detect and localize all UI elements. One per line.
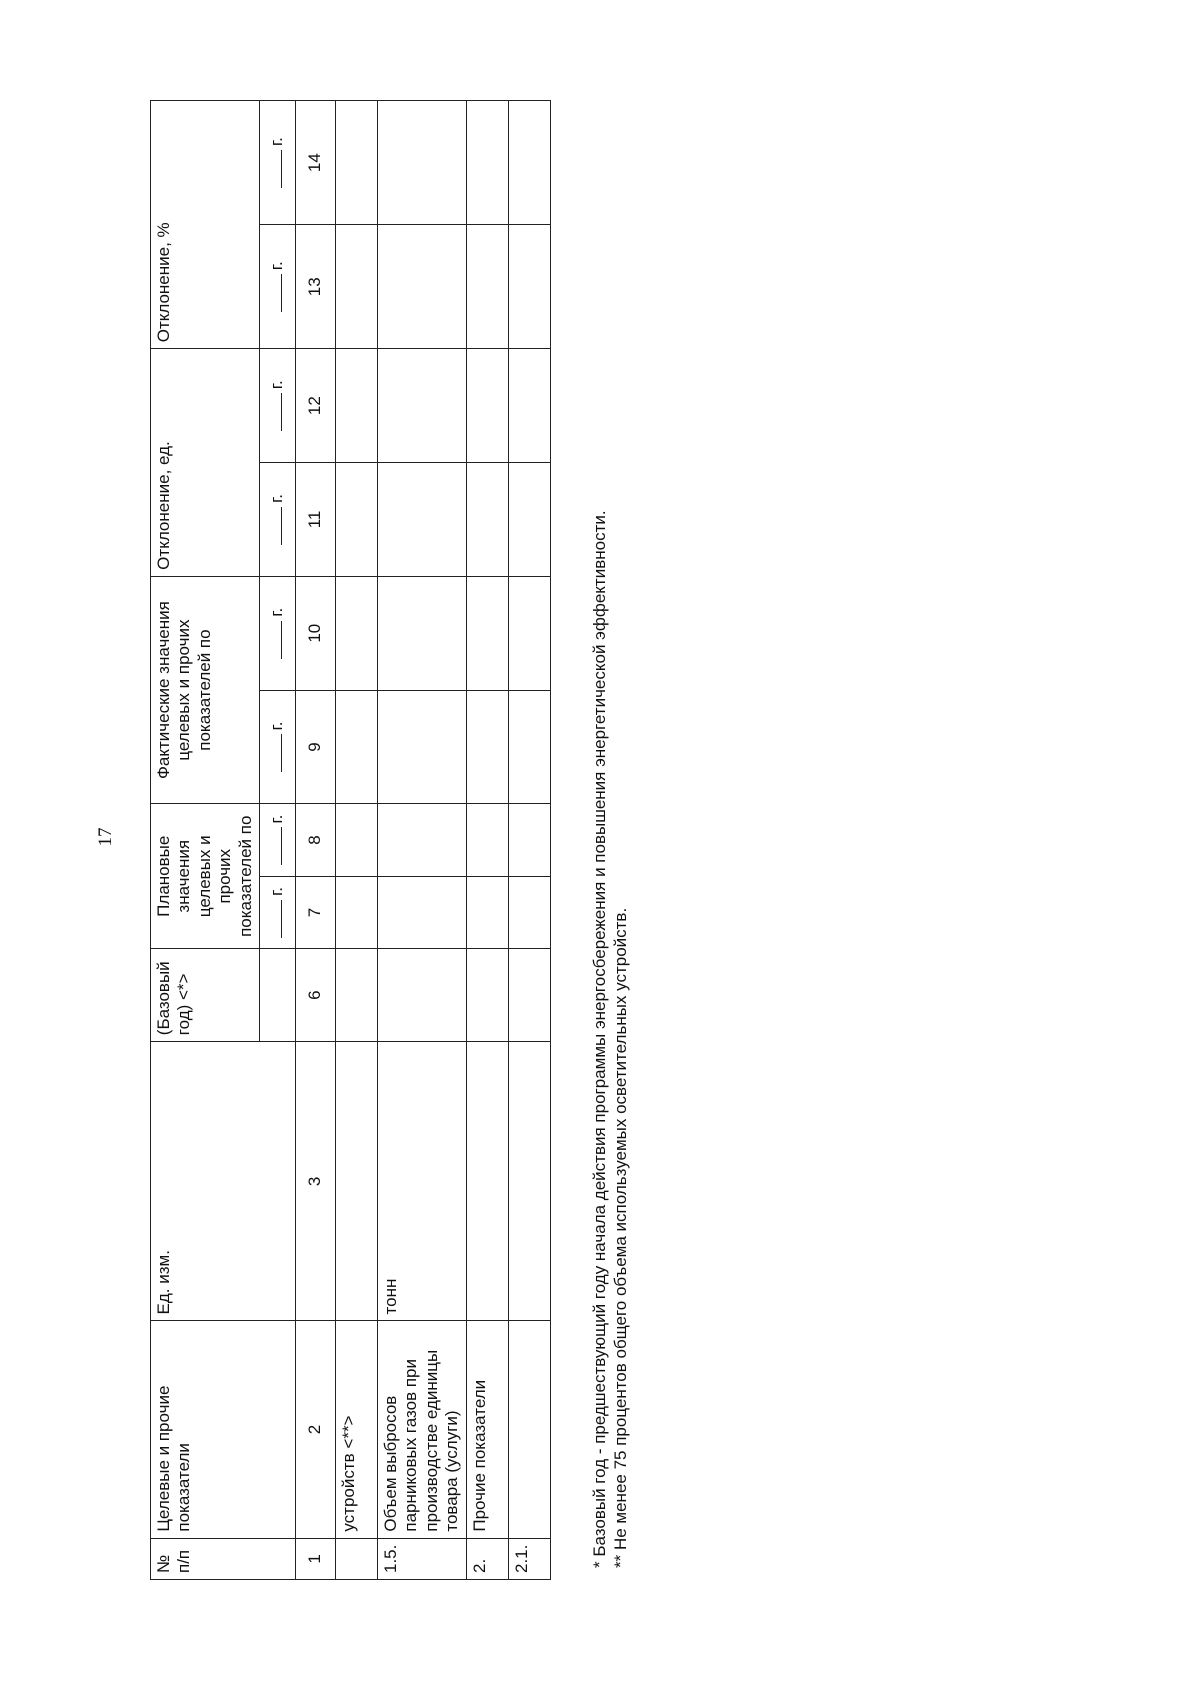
column-number: 14 — [295, 101, 335, 225]
table-row — [377, 101, 466, 1580]
row-name: Прочие показатели — [466, 1321, 508, 1538]
row-name — [508, 1321, 550, 1538]
row-unit — [335, 1042, 377, 1321]
year-cell: г. — [259, 576, 295, 690]
year-cell: г. — [259, 804, 295, 876]
row-unit — [508, 1042, 550, 1321]
column-number: 2 — [295, 1321, 335, 1538]
header-plan: Плановые значения целевых и прочих показателей по — [151, 804, 260, 949]
header-base: (Базовый год) <*> — [151, 949, 260, 1042]
column-number: 1 — [295, 1538, 335, 1579]
header-fact: Фактические значения целевых и прочих показателей по — [151, 576, 260, 804]
footnote-base-year: * Базовый год - предшествующий году начала действия программы энергосбережения и повышения энергетической эффективности. — [589, 510, 609, 1568]
row-unit: тонн — [377, 1042, 466, 1321]
indicators-table — [150, 100, 551, 1580]
column-number: 11 — [295, 463, 335, 577]
header-row — [151, 101, 260, 1580]
header-dev-units: Отклонение, ед. — [151, 349, 260, 577]
column-number: 9 — [295, 690, 335, 804]
column-number: 8 — [295, 804, 335, 876]
table-row — [508, 101, 550, 1580]
column-number: 13 — [295, 225, 335, 349]
year-cell: г. — [259, 463, 295, 577]
column-number: 3 — [295, 1042, 335, 1321]
header-name: Целевые и прочие показатели — [151, 1321, 296, 1538]
year-cell-base — [259, 949, 295, 1042]
year-cell: г. — [259, 349, 295, 463]
header-dev-pct: Отклонение, % — [151, 101, 260, 349]
year-cell: г. — [259, 690, 295, 804]
header-unit: Ед. изм. — [151, 1042, 296, 1321]
row-unit — [466, 1042, 508, 1321]
row-name: устройств <**> — [335, 1321, 377, 1538]
table-row — [335, 101, 377, 1580]
footnote-lighting: ** Не менее 75 процентов общего объема используемых осветительных устройств. — [610, 907, 630, 1568]
column-number: 10 — [295, 576, 335, 690]
row-name: Объем выбросов парниковых газов при производстве единицы товара (услуги) — [377, 1321, 466, 1538]
row-no — [335, 1538, 377, 1579]
page-number: 17 — [95, 827, 116, 847]
column-number: 6 — [295, 949, 335, 1042]
rotated-page-content — [150, 100, 630, 1580]
year-cell: г. — [259, 876, 295, 948]
row-no: 2. — [466, 1538, 508, 1579]
table-row — [466, 101, 508, 1580]
year-cell: г. — [259, 225, 295, 349]
column-number: 7 — [295, 876, 335, 948]
footnotes — [589, 100, 632, 1580]
column-number: 12 — [295, 349, 335, 463]
year-cell: г. — [259, 101, 295, 225]
row-no: 1.5. — [377, 1538, 466, 1579]
header-no: № п/п — [151, 1538, 296, 1579]
row-no: 2.1. — [508, 1538, 550, 1579]
column-number-row — [295, 101, 335, 1580]
